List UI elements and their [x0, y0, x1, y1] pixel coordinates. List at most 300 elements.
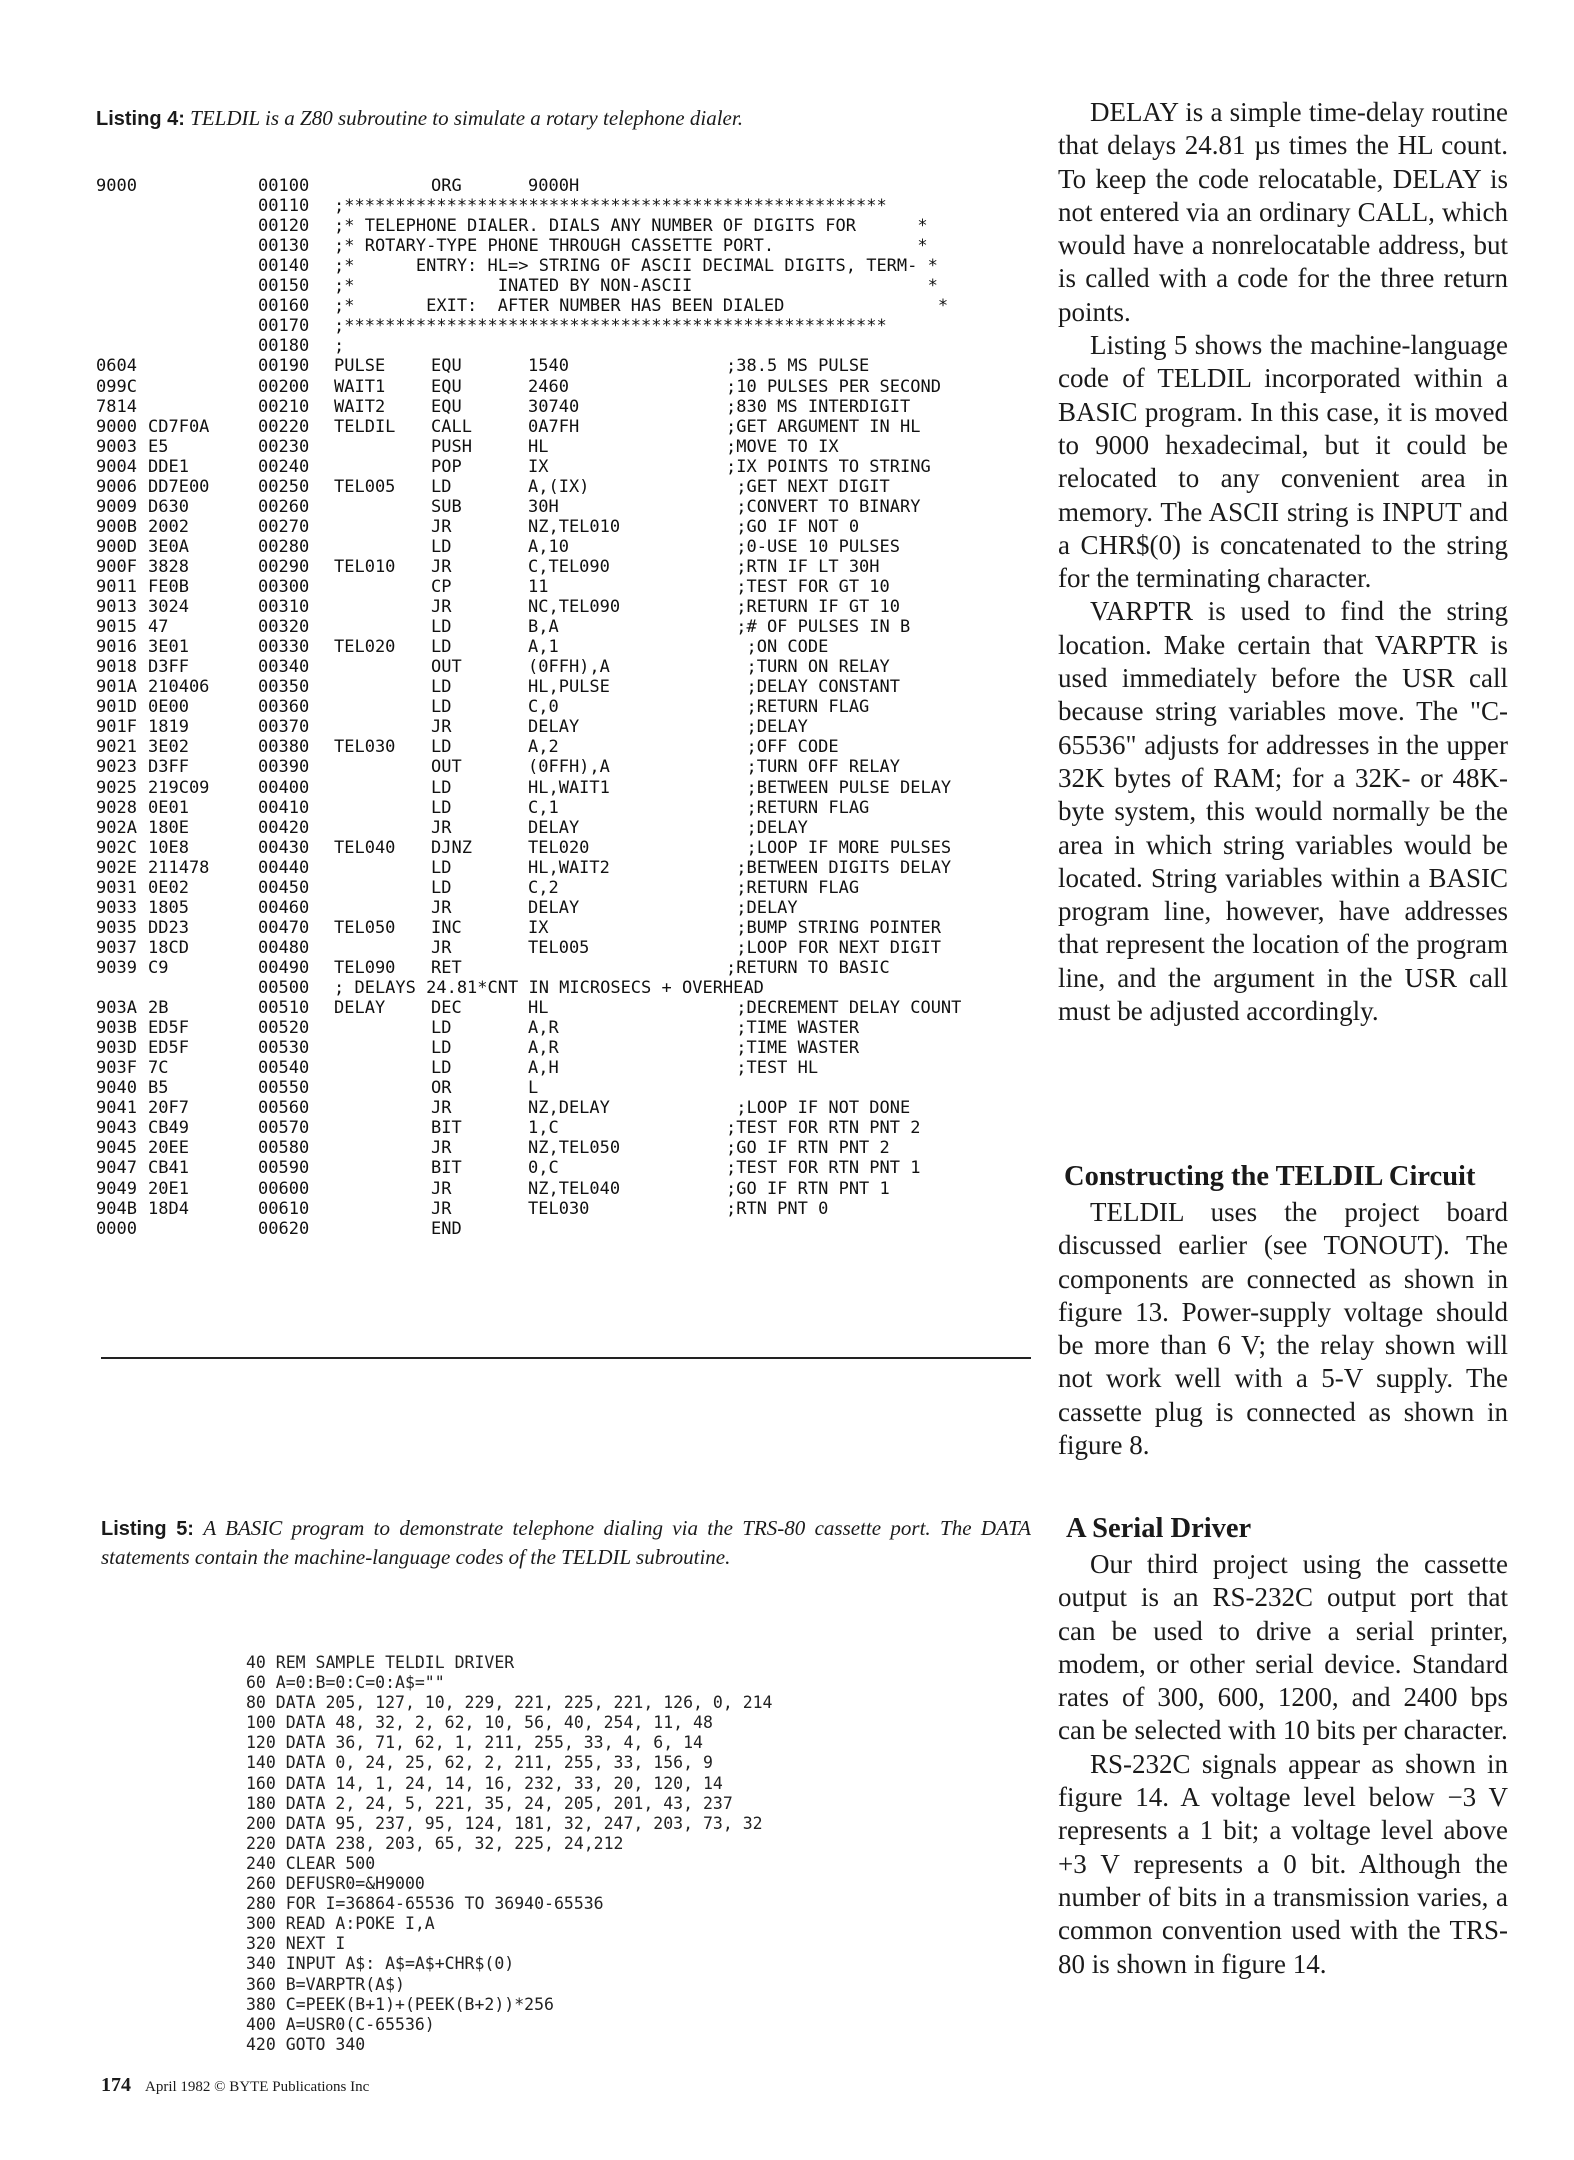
listing-operand: 2460: [528, 376, 569, 397]
listing4-assembly: [96, 176, 1036, 1239]
listing-address: 0604: [96, 356, 137, 377]
listing-opcode: JR: [431, 1198, 452, 1219]
listing-operand: NZ,TEL010: [528, 516, 621, 537]
listing-line-number: 00500: [258, 978, 310, 998]
listing-comment: ;DELAY: [726, 817, 808, 838]
listing-comment-line: ;* ROTARY-TYPE PHONE THROUGH CASSETTE PORT. *: [334, 236, 928, 257]
listing-object-code: 2002: [148, 516, 189, 537]
listing-address: 9031: [96, 877, 137, 898]
listing-line-number: 00530: [258, 1038, 310, 1059]
listing-object-code: 18CD: [148, 937, 189, 958]
listing-operand: 1540: [528, 356, 569, 377]
listing-opcode: DJNZ: [431, 837, 472, 858]
listing-object-code: 10E8: [148, 837, 189, 858]
listing-opcode: LD: [431, 797, 452, 818]
listing-object-code: D3FF: [148, 757, 189, 778]
listing-line-number: 00410: [258, 797, 310, 818]
listing-line-number: 00360: [258, 697, 310, 718]
basic-line: 380 C=PEEK(B+1)+(PEEK(B+2))*256: [246, 1994, 554, 2014]
basic-line: 300 READ A:POKE I,A: [246, 1914, 435, 1934]
listing-comment-line: ;: [334, 336, 345, 357]
listing-comment: ;0-USE 10 PULSES: [726, 536, 900, 557]
listing-comment: ;BUMP STRING POINTER: [726, 917, 941, 938]
listing-opcode: LD: [431, 857, 452, 878]
listing-comment: ;DELAY CONSTANT: [726, 677, 900, 698]
listing-address: 9043: [96, 1118, 137, 1139]
listing-operand: HL,WAIT2: [528, 857, 610, 878]
listing-label: PULSE: [334, 356, 386, 377]
basic-line: 320 NEXT I: [246, 1934, 346, 1954]
listing-opcode: BIT: [431, 1118, 462, 1139]
listing-line-number: 00170: [258, 316, 310, 337]
listing-address: 0000: [96, 1218, 137, 1239]
listing-line-number: 00190: [258, 356, 310, 377]
listing-operand: 9000H: [528, 176, 580, 196]
listing-object-code: 3024: [148, 597, 189, 618]
listing-object-code: B5: [148, 1078, 169, 1099]
listing-address: 902E: [96, 857, 137, 878]
listing-comment-line: ;* INATED BY NON-ASCII *: [334, 276, 938, 297]
paragraph-teldil-board: TELDIL uses the project board discussed earlier (see TONOUT). The components are connected as shown in figure 13. Power-supply voltage should be more than 6 V; the relay shown will not work well with a 5-V supply. The cassette plug is connected as shown in figure 8.: [1058, 1197, 1508, 1461]
listing-operand: 1,C: [528, 1118, 559, 1139]
listing-address: 9016: [96, 637, 137, 658]
listing-address: 9000: [96, 176, 137, 196]
listing-object-code: 47: [148, 617, 169, 638]
listing-object-code: 20EE: [148, 1138, 189, 1159]
basic-line: 240 CLEAR 500: [246, 1853, 376, 1873]
listing-address: 901D: [96, 697, 137, 718]
listing-address: 9004: [96, 456, 137, 477]
listing-opcode: LD: [431, 617, 452, 638]
listing-line-number: 00270: [258, 516, 310, 537]
basic-line: 420 GOTO 340: [246, 2034, 366, 2054]
listing-comment: ;DELAY: [726, 717, 808, 738]
listing5-caption-label: Listing 5:: [101, 1518, 194, 1540]
listing-label: TEL040: [334, 837, 396, 858]
basic-line: 60 A=0:B=0:C=0:A$="": [246, 1673, 445, 1693]
listing-opcode: JR: [431, 717, 452, 738]
listing-operand: 0,C: [528, 1158, 559, 1179]
listing-line-number: 00510: [258, 998, 310, 1019]
paragraph-rs232-signals: RS-232C signals appear as shown in figure 14. A voltage level below −3 V represents a 1 bit; a voltage level above +3 V represents a 0 bit. Although the number of bits in a transmission varies, a common convention used with the TRS-80 is shown in figure 14.: [1058, 1748, 1508, 1979]
listing-address: 9028: [96, 797, 137, 818]
listing-comment: ;TIME WASTER: [726, 1018, 860, 1039]
listing5-basic-program: [246, 1653, 773, 2055]
listing-opcode: LD: [431, 637, 452, 658]
listing-operand: 0A7FH: [528, 416, 580, 437]
listing-opcode: OUT: [431, 657, 462, 678]
listing-comment: ;RETURN FLAG: [726, 697, 870, 718]
listing-comment: ;TEST FOR RTN PNT 1: [726, 1158, 921, 1179]
basic-line: 180 DATA 2, 24, 5, 221, 35, 24, 205, 201, 43, 237: [246, 1793, 733, 1813]
listing-address: 9035: [96, 917, 137, 938]
listing-comment: ;GO IF NOT 0: [726, 516, 860, 537]
listing-opcode: JR: [431, 817, 452, 838]
listing-comment: ;RETURN FLAG: [726, 797, 870, 818]
listing-opcode: POP: [431, 456, 462, 477]
listing-comment: ;# OF PULSES IN B: [726, 617, 911, 638]
listing-opcode: JR: [431, 1178, 452, 1199]
listing-line-number: 00580: [258, 1138, 310, 1159]
listing-object-code: 20F7: [148, 1098, 189, 1119]
listing-label: TEL050: [334, 917, 396, 938]
listing-operand: NZ,DELAY: [528, 1098, 610, 1119]
basic-line: 40 REM SAMPLE TELDIL DRIVER: [246, 1653, 515, 1672]
listing-line-number: 00330: [258, 637, 310, 658]
listing-opcode: CP: [431, 577, 452, 597]
listing-operand: HL: [528, 998, 549, 1019]
listing-comment-line: ;*****************************************************: [334, 196, 887, 217]
listing-address: 9006: [96, 476, 137, 497]
listing-operand: A,2: [528, 737, 559, 758]
listing-opcode: LD: [431, 1038, 452, 1059]
listing-object-code: CB49: [148, 1118, 189, 1139]
listing-object-code: 3828: [148, 556, 189, 577]
listing-object-code: CD7F0A: [148, 416, 210, 437]
listing-label: DELAY: [334, 998, 386, 1019]
listing-label: TELDIL: [334, 416, 396, 437]
listing-opcode: DEC: [431, 998, 462, 1019]
listing-address: 9021: [96, 737, 137, 758]
listing-operand: DELAY: [528, 717, 580, 738]
listing-comment: ;DELAY: [726, 897, 798, 918]
listing-opcode: BIT: [431, 1158, 462, 1179]
listing-comment: ;MOVE TO IX: [726, 436, 839, 457]
listing-line-number: 00220: [258, 416, 310, 437]
listing-line-number: 00450: [258, 877, 310, 898]
listing-object-code: DD23: [148, 917, 189, 938]
listing-opcode: CALL: [431, 416, 472, 437]
listing-line-number: 00290: [258, 556, 310, 577]
listing-opcode: LD: [431, 697, 452, 718]
listing-address: 903B: [96, 1018, 137, 1039]
listing-opcode: JR: [431, 556, 452, 577]
listing-comment: ;TURN OFF RELAY: [726, 757, 900, 778]
listing-comment: ;TEST FOR RTN PNT 2: [726, 1118, 921, 1139]
listing-address: 9003: [96, 436, 137, 457]
listing-opcode: JR: [431, 897, 452, 918]
listing-object-code: FE0B: [148, 577, 189, 597]
listing-opcode: OUT: [431, 757, 462, 778]
listing-opcode: EQU: [431, 356, 462, 377]
listing-object-code: D630: [148, 496, 189, 517]
listing-operand: HL: [528, 436, 549, 457]
basic-line: 120 DATA 36, 71, 62, 1, 211, 255, 33, 4, 6, 14: [246, 1733, 703, 1753]
listing-line-number: 00570: [258, 1118, 310, 1139]
listing-opcode: END: [431, 1218, 462, 1239]
listing-line-number: 00480: [258, 937, 310, 958]
listing-operand: NZ,TEL050: [528, 1138, 621, 1159]
listing-object-code: CB41: [148, 1158, 189, 1179]
paragraph-listing5: Listing 5 shows the machine-language code of TELDIL incorporated within a BASIC program. In this case, it is moved to 9000 hexadecimal, but it could be relocated to any convenient area in memory. The ASCII string is INPUT and a CHR$(0) is concatenated to the string for the terminating character.: [1058, 330, 1508, 594]
basic-line: 200 DATA 95, 237, 95, 124, 181, 32, 247, 203, 73, 32: [246, 1813, 763, 1833]
listing-address: 902A: [96, 817, 137, 838]
listing-object-code: 3E01: [148, 637, 189, 658]
listing-address: 099C: [96, 376, 137, 397]
listing-operand: (0FFH),A: [528, 657, 610, 678]
listing-opcode: LD: [431, 1058, 452, 1079]
listing-operand: A,H: [528, 1058, 559, 1079]
listing-comment: ;TEST FOR GT 10: [726, 577, 890, 597]
listing5-caption-text: A BASIC program to demonstrate telephone dialing via the TRS-80 cassette port. The DATA statements contain the machine-language codes of the TELDIL subroutine.: [101, 1516, 1032, 1569]
listing-address: 900D: [96, 536, 137, 557]
listing-line-number: 00120: [258, 216, 310, 237]
listing-opcode: EQU: [431, 376, 462, 397]
listing5-caption: [101, 1514, 1031, 1571]
listing-operand: A,10: [528, 536, 569, 557]
listing-opcode: ORG: [431, 176, 462, 196]
listing-comment: ;RETURN FLAG: [726, 877, 860, 898]
listing-line-number: 00550: [258, 1078, 310, 1099]
listing-line-number: 00300: [258, 577, 310, 597]
listing-object-code: 1819: [148, 717, 189, 738]
listing-operand: DELAY: [528, 897, 580, 918]
listing-address: 9039: [96, 957, 137, 978]
listing-opcode: LD: [431, 777, 452, 798]
listing-comment: ;OFF CODE: [726, 737, 839, 758]
listing-object-code: 3E0A: [148, 536, 189, 557]
listing-operand: A,(IX): [528, 476, 590, 497]
listing-address: 903D: [96, 1038, 137, 1059]
listing-line-number: 00590: [258, 1158, 310, 1179]
listing-comment: ;10 PULSES PER SECOND: [726, 376, 941, 397]
listing-comment: ;RTN PNT 0: [726, 1198, 829, 1219]
listing-operand: TEL020: [528, 837, 590, 858]
listing4-caption-text: TELDIL is a Z80 subroutine to simulate a rotary telephone dialer.: [190, 106, 743, 130]
listing-line-number: 00100: [258, 176, 310, 196]
listing-comment: ;LOOP IF MORE PULSES: [726, 837, 952, 858]
listing-opcode: LD: [431, 1018, 452, 1039]
listing-address: 901A: [96, 677, 137, 698]
page-footer: [101, 2074, 369, 2097]
listing-operand: IX: [528, 456, 549, 477]
basic-line: 160 DATA 14, 1, 24, 14, 16, 232, 33, 20, 120, 14: [246, 1773, 723, 1793]
listing-object-code: 2B: [148, 998, 169, 1019]
listing-label: TEL090: [334, 957, 396, 978]
listing-comment: ;TIME WASTER: [726, 1038, 860, 1059]
listing-object-code: DDE1: [148, 456, 189, 477]
listing-line-number: 00240: [258, 456, 310, 477]
listing-comment: ;TURN ON RELAY: [726, 657, 890, 678]
listing-operand: TEL030: [528, 1198, 590, 1219]
basic-line: 220 DATA 238, 203, 65, 32, 225, 24,212: [246, 1833, 624, 1853]
listing-object-code: 210406: [148, 677, 210, 698]
listing-opcode: LD: [431, 877, 452, 898]
listing-address: 7814: [96, 396, 137, 417]
listing-address: 903A: [96, 998, 137, 1019]
listing-comment: ;GET ARGUMENT IN HL: [726, 416, 921, 437]
listing-address: 9047: [96, 1158, 137, 1179]
listing-object-code: 0E02: [148, 877, 189, 898]
listing-address: 9023: [96, 757, 137, 778]
listing-comment: ;ON CODE: [726, 637, 829, 658]
listing-object-code: 211478: [148, 857, 210, 878]
listing-address: 9037: [96, 937, 137, 958]
listing-object-code: 1805: [148, 897, 189, 918]
listing-object-code: ED5F: [148, 1038, 189, 1059]
listing-object-code: D3FF: [148, 657, 189, 678]
listing-address: 9045: [96, 1138, 137, 1159]
listing-operand: C,1: [528, 797, 559, 818]
listing-operand: B,A: [528, 617, 559, 638]
listing-object-code: 0E00: [148, 697, 189, 718]
listing-operand: A,R: [528, 1018, 559, 1039]
listing-line-number: 00380: [258, 737, 310, 758]
basic-line: 80 DATA 205, 127, 10, 229, 221, 225, 221, 126, 0, 214: [246, 1693, 773, 1713]
listing-object-code: 180E: [148, 817, 189, 838]
listing-opcode: LD: [431, 536, 452, 557]
listing-line-number: 00620: [258, 1218, 310, 1239]
listing-line-number: 00180: [258, 336, 310, 357]
listing-line-number: 00210: [258, 396, 310, 417]
paragraph-varptr: VARPTR is used to find the string location. Make certain that VARPTR is used immediately before the USR call because string variables move. The "C-65536" adjusts for addresses in the upper 32K bytes of RAM; for a 32K- or 48K-byte system, this would normally be the area in which string variables would be located. String variables within a BASIC program line, however, have addresses that represent the location of the program line, and the argument in the USR call must be adjusted accordingly.: [1058, 596, 1508, 1027]
listing-operand: A,R: [528, 1038, 559, 1059]
listing-label: TEL010: [334, 556, 396, 577]
basic-line: 140 DATA 0, 24, 25, 62, 2, 211, 255, 33, 156, 9: [246, 1753, 713, 1773]
listing-address: 9025: [96, 777, 137, 798]
listing-comment: ;38.5 MS PULSE: [726, 356, 870, 377]
listing-line-number: 00280: [258, 536, 310, 557]
listing-line-number: 00160: [258, 296, 310, 317]
listing-operand: 30H: [528, 496, 559, 517]
listing-line-number: 00460: [258, 897, 310, 918]
listing-line-number: 00200: [258, 376, 310, 397]
listing-comment: ;IX POINTS TO STRING: [726, 456, 931, 477]
listing-address: 9013: [96, 597, 137, 618]
listing-opcode: LD: [431, 476, 452, 497]
listing-comment: ;LOOP IF NOT DONE: [726, 1098, 911, 1119]
listing-object-code: 3E02: [148, 737, 189, 758]
article-column-mid: [1058, 1196, 1508, 1462]
listing-operand: C,2: [528, 877, 559, 898]
listing-line-number: 00470: [258, 917, 310, 938]
basic-line: 280 FOR I=36864-65536 TO 36940-65536: [246, 1894, 604, 1914]
listing4-caption-label: Listing 4:: [96, 108, 185, 130]
listing-line-number: 00260: [258, 496, 310, 517]
listing-comment-line: ;* EXIT: AFTER NUMBER HAS BEEN DIALED *: [334, 296, 949, 317]
paragraph-serial-intro: Our third project using the cassette output is an RS-232C output port that can be used to drive a serial printer, modem, or other serial device. Standard rates of 300, 600, 1200, and 2400 bps can be selected with 10 bits per character.: [1058, 1549, 1508, 1746]
listing-opcode: OR: [431, 1078, 452, 1099]
page-number: 174: [101, 2074, 131, 2096]
listing-line-number: 00430: [258, 837, 310, 858]
listing-line-number: 00610: [258, 1198, 310, 1219]
listing-operand: IX: [528, 917, 549, 938]
listing-operand: C,0: [528, 697, 559, 718]
listing-operand: TEL005: [528, 937, 590, 958]
listing-operand: HL,WAIT1: [528, 777, 610, 798]
basic-line: 360 B=VARPTR(A$): [246, 1974, 405, 1994]
listing-address: 9009: [96, 496, 137, 517]
listing-operand: C,TEL090: [528, 556, 610, 577]
publication-line: April 1982 © BYTE Publications Inc: [145, 2079, 370, 2095]
listing-line-number: 00340: [258, 657, 310, 678]
listing-line-number: 00230: [258, 436, 310, 457]
listing-line-number: 00370: [258, 717, 310, 738]
listing-label: TEL005: [334, 476, 396, 497]
listing-address: 901F: [96, 717, 137, 738]
listing-opcode: JR: [431, 1138, 452, 1159]
heading-serial-driver: A Serial Driver: [1066, 1513, 1252, 1544]
listing-line-number: 00520: [258, 1018, 310, 1039]
listing-opcode: JR: [431, 516, 452, 537]
listing-label: WAIT2: [334, 396, 386, 417]
listing-address: 9040: [96, 1078, 137, 1099]
listing-comment: ;RETURN IF GT 10: [726, 597, 900, 618]
listing-comment: ;DECREMENT DELAY COUNT: [726, 998, 962, 1019]
listing-object-code: 7C: [148, 1058, 169, 1079]
listing-address: 9015: [96, 617, 137, 638]
listing-comment-line: ;* TELEPHONE DIALER. DIALS ANY NUMBER OF DIGITS FOR *: [334, 216, 928, 237]
listing-line-number: 00150: [258, 276, 310, 297]
listing-opcode: LD: [431, 677, 452, 698]
heading-constructing-teldil: Constructing the TELDIL Circuit: [1064, 1161, 1476, 1192]
listing-opcode: PUSH: [431, 436, 472, 457]
listing-object-code: DD7E00: [148, 476, 210, 497]
listing-object-code: 20E1: [148, 1178, 189, 1199]
listing-comment: ;GO IF RTN PNT 1: [726, 1178, 890, 1199]
listing-opcode: SUB: [431, 496, 462, 517]
listing-line-number: 00320: [258, 617, 310, 638]
listing-address: 9049: [96, 1178, 137, 1199]
listing-address: 902C: [96, 837, 137, 858]
listing-operand: HL,PULSE: [528, 677, 610, 698]
listing-opcode: INC: [431, 917, 462, 938]
listing-line-number: 00400: [258, 777, 310, 798]
listing-opcode: JR: [431, 1098, 452, 1119]
listing-comment: ;GO IF RTN PNT 2: [726, 1138, 890, 1159]
listing-line-number: 00310: [258, 597, 310, 618]
listing-comment: ;BETWEEN PULSE DELAY: [726, 777, 952, 798]
listing-operand: L: [528, 1078, 539, 1099]
listing-address: 900B: [96, 516, 137, 537]
listing-operand: NZ,TEL040: [528, 1178, 621, 1199]
listing-opcode: LD: [431, 737, 452, 758]
basic-line: 400 A=USR0(C-65536): [246, 2014, 435, 2034]
listing-comment: ;BETWEEN DIGITS DELAY: [726, 857, 952, 878]
listing-operand: (0FFH),A: [528, 757, 610, 778]
listing-operand: A,1: [528, 637, 559, 658]
listing-address: 9000: [96, 416, 137, 437]
listing-label: WAIT1: [334, 376, 386, 397]
listing-comment: ;RTN IF LT 30H: [726, 556, 880, 577]
listing-comment-line: ;* ENTRY: HL=> STRING OF ASCII DECIMAL DIGITS, TERM- *: [334, 256, 938, 277]
listing-line-number: 00140: [258, 256, 310, 277]
listing-line-number: 00390: [258, 757, 310, 778]
listing-line-number: 00560: [258, 1098, 310, 1119]
listing-comment: ;GET NEXT DIGIT: [726, 476, 890, 497]
basic-line: 340 INPUT A$: A$=A$+CHR$(0): [246, 1954, 515, 1974]
listing-address: 904B: [96, 1198, 137, 1219]
listing-operand: 11: [528, 577, 549, 597]
listing-address: 903F: [96, 1058, 137, 1079]
listing-comment: ;RETURN TO BASIC: [726, 957, 890, 978]
article-column-bottom: [1058, 1548, 1508, 1981]
listing-address: 9041: [96, 1098, 137, 1119]
listing-label: TEL030: [334, 737, 396, 758]
listing-object-code: E5: [148, 436, 169, 457]
listing-line-number: 00440: [258, 857, 310, 878]
listing-opcode: EQU: [431, 396, 462, 417]
listing-opcode: JR: [431, 597, 452, 618]
listing-object-code: C9: [148, 957, 169, 978]
listing-comment-line: ;*****************************************************: [334, 316, 887, 337]
listing4-caption: [96, 104, 1036, 133]
listing-address: 900F: [96, 556, 137, 577]
listing-label: TEL020: [334, 637, 396, 658]
listing-object-code: ED5F: [148, 1018, 189, 1039]
listing-operand: DELAY: [528, 817, 580, 838]
listing-comment-line: ; DELAYS 24.81*CNT IN MICROSECS + OVERHEAD: [334, 978, 764, 998]
